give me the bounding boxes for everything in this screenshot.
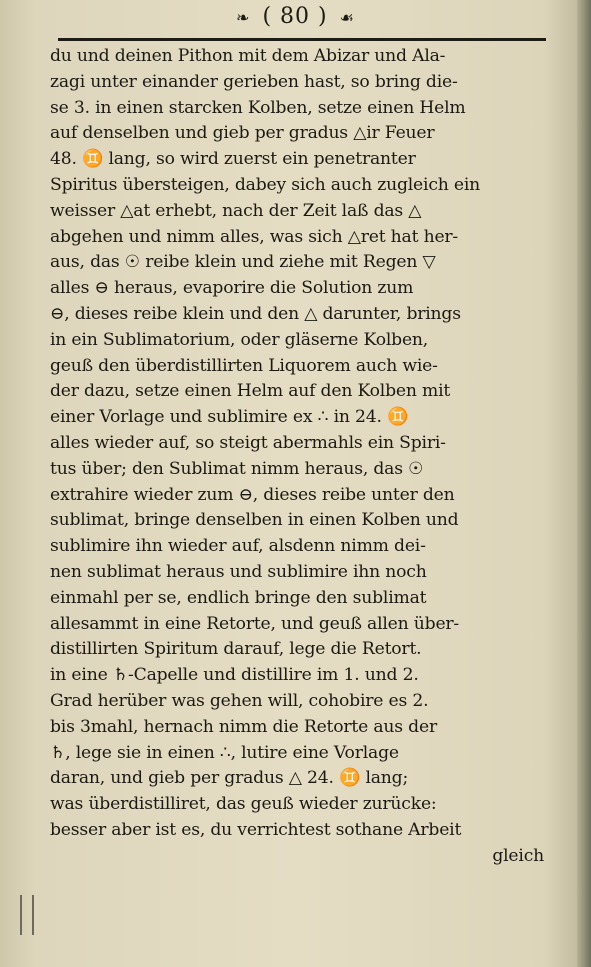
- text-line: Spiritus übersteigen, dabey sich auch zugleich ein: [50, 174, 481, 195]
- text-line: ⊖, dieses reibe klein und den △ darunter, brings: [50, 303, 461, 324]
- ornament-right-icon: ☙: [339, 8, 355, 27]
- text-line: du und deinen Pithon mit dem Abizar und Ala-: [50, 46, 446, 66]
- text-line: einmahl per se, endlich bringe den sublimat: [50, 587, 427, 608]
- catchword: gleich: [492, 845, 544, 866]
- text-line: aus, das ☉ reibe klein und ziehe mit Regen ▽: [50, 252, 436, 273]
- text-line: 48. ♊ lang, so wird zuerst ein penetranter: [50, 149, 416, 170]
- text-line: allesammt in eine Retorte, und geuß allen über-: [50, 613, 460, 634]
- text-line: daran, und gieb per gradus △ 24. ♊ lang;: [50, 768, 409, 789]
- text-line: sublimire ihn wieder auf, alsdenn nimm dei-: [50, 536, 426, 557]
- text-line: abgehen und nimm alles, was sich △ret hat her-: [50, 226, 459, 247]
- text-line: in ein Sublimatorium, oder gläserne Kolben,: [50, 329, 429, 350]
- header-rule: [58, 38, 546, 41]
- text-line: alles ⊖ heraus, evaporire die Solution zum: [50, 278, 414, 299]
- text-line: sublimat, bringe denselben in einen Kolben und: [50, 510, 459, 531]
- text-line: se 3. in einen starcken Kolben, setze einen Helm: [50, 97, 466, 118]
- text-line: ♄, lege sie in einen ∴, lutire eine Vorlage: [50, 742, 399, 763]
- page-spine-shadow: [577, 0, 591, 967]
- text-line: extrahire wieder zum ⊖, dieses reibe unter den: [50, 484, 455, 505]
- body-text: [50, 44, 550, 870]
- text-line: distillirten Spiritum darauf, lege die Retort.: [50, 639, 422, 660]
- text-line: zagi unter einander gerieben hast, so bring die-: [50, 71, 458, 92]
- page-number: ( 80 ): [262, 4, 328, 29]
- text-line: in eine ♄-Capelle und distillire im 1. und 2.: [50, 665, 419, 686]
- text-line: der dazu, setze einen Helm auf den Kolben mit: [50, 381, 451, 402]
- text-line: was überdistilliret, das geuß wieder zurücke:: [50, 794, 437, 815]
- text-line: Grad herüber was gehen will, cohobire es 2.: [50, 690, 429, 711]
- text-line: bis 3mahl, hernach nimm die Retorte aus der: [50, 716, 437, 737]
- text-line: nen sublimat heraus und sublimire ihn noch: [50, 561, 427, 582]
- text-line: geuß den überdistillirten Liquorem auch wie-: [50, 355, 438, 376]
- ornament-left-icon: ❧: [236, 8, 251, 27]
- text-line: weisser △at erhebt, nach der Zeit laß das △: [50, 200, 422, 221]
- text-line: besser aber ist es, du verrichtest sothane Arbeit: [50, 819, 462, 840]
- text-line: tus über; den Sublimat nimm heraus, das ☉: [50, 458, 424, 479]
- text-line: alles wieder auf, so steigt abermahls ein Spiri-: [50, 432, 446, 453]
- margin-mark: [20, 895, 34, 935]
- text-line: einer Vorlage und sublimire ex ∴ in 24. ♊: [50, 407, 409, 428]
- text-line: auf denselben und gieb per gradus △ir Feuer: [50, 123, 435, 144]
- page-header: [0, 4, 591, 29]
